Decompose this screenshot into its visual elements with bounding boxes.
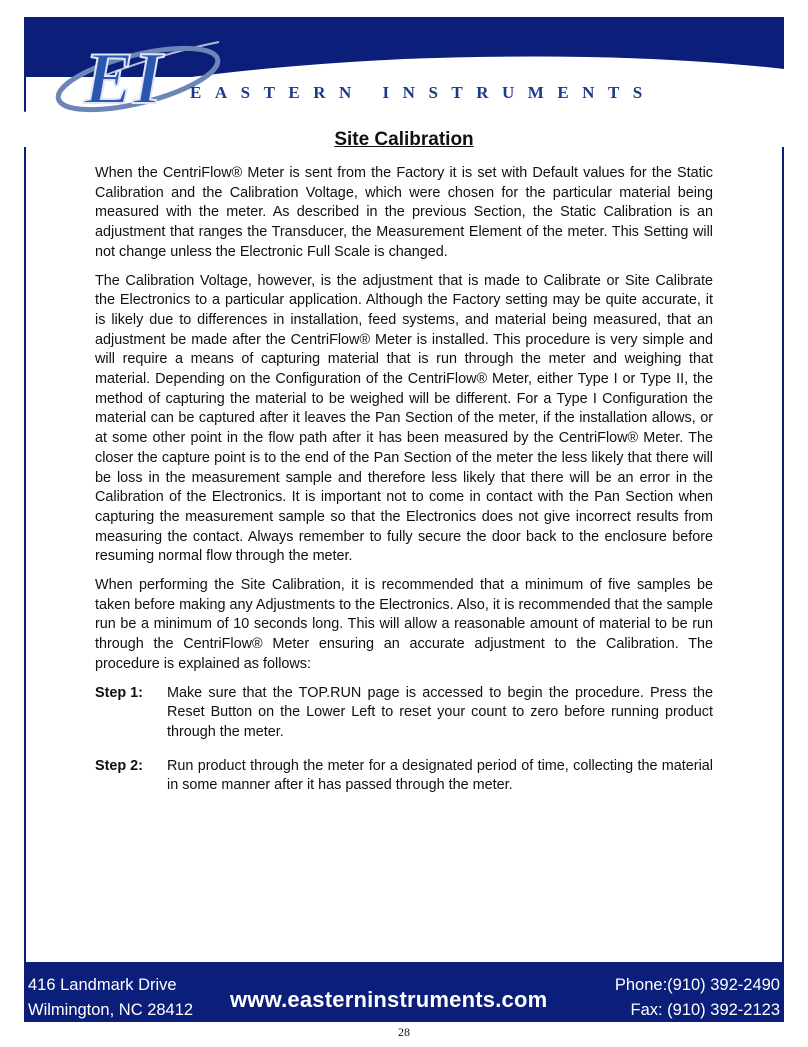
address-line-1: 416 Landmark Drive — [28, 976, 177, 994]
step-2 — [95, 757, 713, 796]
step-label: Step 1: — [95, 684, 143, 701]
paragraph-calibration-voltage: The Calibration Voltage, however, is the adjustment that is made to Calibrate or Site Calibrate the Electronics to a particular application. Although the Factory setting may be quite accurate, it is likely due to differences in installation, feed systems, and material being measured, that an adjustment be made after the CentriFlow® Meter is installed. This procedure is very simple and will require a means of capturing material that is run through the meter and weighing that material. Depending on the Configuration of the CentriFlow® Meter, either Type I or Type II, the method of capturing the material to be weighed will be different. For a Type I Configuration the material can be captured after it leaves the Pan Section of the meter, if the installation allows, or at some other point in the flow path after it has been measured by the CentriFlow® Meter. The closer the capture point is to the end of the Pan Section of the meter the less likely that there will be loss in the measurement sample and therefore less likely that there will be an error in the Calibration of the Electronics. It is important not to come in contact with the Pan Section when capturing the measurement sample so that the Electronics does not give incorrect results from measuring the contact. Always remember to fully secure the door back to the enclosure before resuming normal flow through the meter. — [95, 272, 713, 565]
page-footer — [24, 945, 784, 1022]
address — [28, 973, 193, 1023]
section-title: Site Calibration — [334, 129, 474, 150]
ei-logo — [46, 35, 226, 115]
website-link[interactable]: www.easterninstruments.com — [230, 987, 548, 1012]
phone-number: Phone:(910) 392-2490 — [614, 976, 780, 994]
step-1 — [95, 684, 713, 743]
contact-numbers — [615, 973, 780, 1023]
address-line-2: Wilmington, NC 28412 — [28, 1001, 194, 1019]
step-label: Step 2: — [95, 757, 143, 774]
logo-letters: EI — [84, 38, 163, 115]
page-number: 28 — [398, 1025, 410, 1039]
fax-number: Fax: (910) 392-2123 — [630, 1001, 780, 1019]
document-body — [95, 128, 713, 810]
step-text: Make sure that the TOP.RUN page is accessed to begin the procedure. Press the Reset Button on the Lower Left to reset your count to zero before running product through the meter. — [167, 684, 713, 740]
paragraph-procedure: When performing the Site Calibration, it is recommended that a minimum of five samples be taken before making any Adjustments to the Electronics. Also, it is recommended that the sample run be a minimum of 10 seconds long. This will allow a reasonable amount of material to be run through the CentriFlow® Meter ensuring an accurate adjustment to the Calibration. The procedure is explained as follows: — [95, 577, 713, 672]
paragraph-intro: When the CentriFlow® Meter is sent from the Factory it is set with Default values for the Static Calibration and the Calibration Voltage, which were chosen for the particular material being measured with the meter. As described in the previous Section, the Static Calibration is an adjustment that ranges the Transducer, the Measurement Element of the meter. This Setting will not change unless the Electronic Full Scale is changed. — [95, 165, 713, 260]
step-text: Run product through the meter for a designated period of time, collecting the material in some manner after it has passed through the meter. — [167, 757, 713, 794]
company-tagline: EASTERN INSTRUMENTS — [190, 83, 656, 102]
